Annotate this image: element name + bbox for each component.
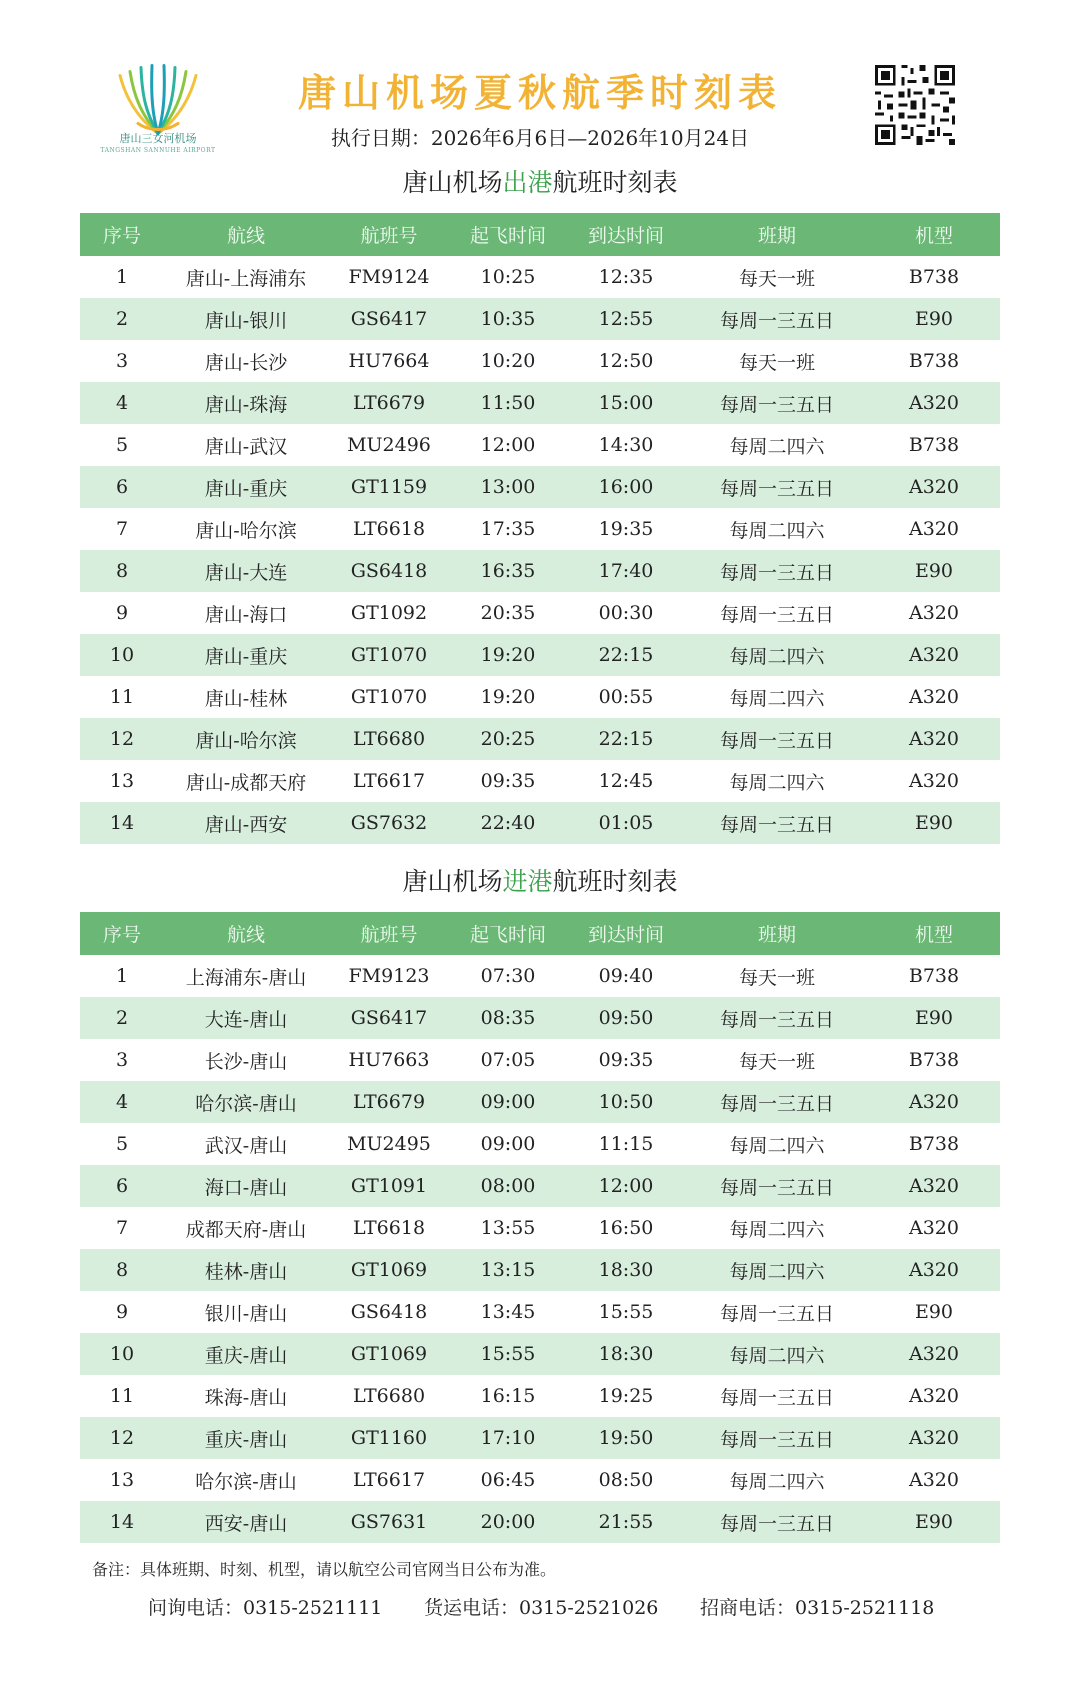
cell-aircraft: A320 bbox=[868, 1333, 1000, 1375]
cell-flight: HU7663 bbox=[348, 1049, 430, 1071]
cell-route: 唐山-银川 bbox=[164, 298, 328, 340]
cell-seq: 13 bbox=[109, 770, 135, 792]
logo-caption bbox=[96, 133, 220, 157]
col-header-seq: 序号 bbox=[80, 912, 164, 955]
cell-aircraft: E90 bbox=[868, 550, 1000, 592]
phone-business: 招商电话：0315-2521118 bbox=[700, 1597, 935, 1619]
cell-flight: GT1069 bbox=[328, 1249, 450, 1291]
cell-route: 银川-唐山 bbox=[204, 1302, 288, 1325]
col-header-departure: 起飞时间 bbox=[450, 213, 566, 256]
cell-schedule: 每周二四六 bbox=[686, 1333, 868, 1375]
cell-schedule: 每天一班 bbox=[738, 966, 815, 989]
cell-schedule: 每周一三五日 bbox=[686, 550, 868, 592]
cell-departure: 10:25 bbox=[480, 266, 536, 288]
cell-schedule: 每周二四六 bbox=[729, 1470, 825, 1493]
cell-schedule: 每周二四六 bbox=[729, 1218, 825, 1241]
cell-departure: 15:55 bbox=[450, 1333, 566, 1375]
cell-departure: 19:20 bbox=[480, 686, 536, 708]
table-row bbox=[80, 466, 1000, 508]
col-header-flight: 航班号 bbox=[328, 213, 450, 256]
cell-aircraft: A320 bbox=[909, 686, 959, 708]
cell-flight: GT1091 bbox=[328, 1165, 450, 1207]
cell-route: 唐山-重庆 bbox=[164, 466, 328, 508]
table-row bbox=[80, 1375, 1000, 1417]
table-row bbox=[80, 1459, 1000, 1501]
cell-schedule: 每周一三五日 bbox=[719, 1302, 834, 1325]
cell-aircraft: B738 bbox=[908, 434, 960, 456]
cell-arrival: 16:00 bbox=[566, 466, 686, 508]
cell-arrival: 12:45 bbox=[598, 770, 654, 792]
cell-arrival: 09:50 bbox=[566, 997, 686, 1039]
cell-departure: 20:35 bbox=[480, 602, 536, 624]
col-header-departure: 起飞时间 bbox=[450, 912, 566, 955]
table-row bbox=[80, 997, 1000, 1039]
cell-aircraft: E90 bbox=[868, 802, 1000, 844]
cell-departure: 08:35 bbox=[450, 997, 566, 1039]
cell-arrival: 09:35 bbox=[598, 1049, 654, 1071]
cell-schedule: 每周一三五日 bbox=[686, 466, 868, 508]
arrivals-body bbox=[80, 955, 1000, 1543]
cell-seq: 6 bbox=[80, 466, 164, 508]
cell-aircraft: A320 bbox=[909, 1217, 959, 1239]
cell-flight: GS7631 bbox=[328, 1501, 450, 1543]
cell-seq: 4 bbox=[80, 382, 164, 424]
departures-title-highlight: 出港 bbox=[502, 168, 553, 197]
cell-arrival: 19:35 bbox=[598, 518, 654, 540]
cell-arrival: 22:15 bbox=[566, 634, 686, 676]
cell-arrival: 01:05 bbox=[566, 802, 686, 844]
cell-aircraft: A320 bbox=[868, 718, 1000, 760]
cell-route: 上海浦东-唐山 bbox=[185, 966, 307, 989]
cell-seq: 9 bbox=[115, 1301, 129, 1323]
cell-route: 唐山-珠海 bbox=[164, 382, 328, 424]
cell-seq: 7 bbox=[115, 1217, 129, 1239]
cell-seq: 8 bbox=[80, 1249, 164, 1291]
cell-seq: 12 bbox=[80, 718, 164, 760]
cell-arrival: 12:00 bbox=[566, 1165, 686, 1207]
table-row bbox=[80, 382, 1000, 424]
table-row bbox=[80, 1291, 1000, 1333]
table-row bbox=[80, 256, 1000, 298]
cell-aircraft: A320 bbox=[868, 634, 1000, 676]
cell-departure: 20:00 bbox=[450, 1501, 566, 1543]
table-row bbox=[80, 508, 1000, 550]
cell-arrival: 18:30 bbox=[566, 1333, 686, 1375]
cell-seq: 13 bbox=[109, 1469, 135, 1491]
cell-departure: 16:15 bbox=[480, 1385, 536, 1407]
cell-arrival: 12:35 bbox=[598, 266, 654, 288]
cell-flight: HU7664 bbox=[348, 350, 430, 372]
cell-flight: MU2495 bbox=[347, 1133, 431, 1155]
cell-schedule: 每天一班 bbox=[738, 267, 815, 290]
cell-schedule: 每周二四六 bbox=[729, 435, 825, 458]
table-row bbox=[80, 634, 1000, 676]
arrivals-title-pre: 唐山机场 bbox=[402, 867, 503, 896]
cell-arrival: 22:15 bbox=[566, 718, 686, 760]
footnote: 备注：具体班期、时刻、机型，请以航空公司官网当日公布为准。 bbox=[92, 1560, 557, 1579]
cell-departure: 16:35 bbox=[450, 550, 566, 592]
arrivals-title bbox=[0, 862, 1080, 898]
col-header-arrival: 到达时间 bbox=[566, 213, 686, 256]
cell-aircraft: A320 bbox=[909, 1469, 959, 1491]
cell-route: 海口-唐山 bbox=[164, 1165, 328, 1207]
cell-arrival: 12:55 bbox=[566, 298, 686, 340]
cell-flight: GS6418 bbox=[350, 1301, 428, 1323]
cell-departure: 09:35 bbox=[480, 770, 536, 792]
cell-seq: 3 bbox=[115, 1049, 129, 1071]
cell-flight: LT6618 bbox=[352, 518, 426, 540]
table-row bbox=[80, 802, 1000, 844]
cell-route: 唐山-成都天府 bbox=[185, 771, 307, 794]
cell-schedule: 每周一三五日 bbox=[686, 1417, 868, 1459]
cell-aircraft: A320 bbox=[909, 518, 959, 540]
cell-route: 哈尔滨-唐山 bbox=[164, 1081, 328, 1123]
cell-arrival: 19:50 bbox=[566, 1417, 686, 1459]
departures-body bbox=[80, 256, 1000, 844]
cell-schedule: 每周一三五日 bbox=[686, 802, 868, 844]
effective-date: 执行日期：2026年6月6日—2026年10月24日 bbox=[330, 126, 750, 150]
cell-seq: 6 bbox=[80, 1165, 164, 1207]
table-row bbox=[80, 340, 1000, 382]
cell-schedule: 每周二四六 bbox=[729, 771, 825, 794]
phone-cargo: 货运电话：0315-2521026 bbox=[424, 1597, 659, 1619]
cell-schedule: 每周一三五日 bbox=[686, 1165, 868, 1207]
cell-arrival: 09:40 bbox=[598, 965, 654, 987]
cell-departure: 17:35 bbox=[480, 518, 536, 540]
cell-seq: 2 bbox=[80, 997, 164, 1039]
cell-route: 唐山-桂林 bbox=[204, 687, 288, 710]
cell-arrival: 00:30 bbox=[598, 602, 654, 624]
table-row bbox=[80, 1123, 1000, 1165]
cell-seq: 9 bbox=[115, 602, 129, 624]
cell-departure: 12:00 bbox=[480, 434, 536, 456]
cell-aircraft: E90 bbox=[868, 997, 1000, 1039]
col-header-schedule: 班期 bbox=[686, 912, 868, 955]
cell-aircraft: A320 bbox=[868, 466, 1000, 508]
cell-aircraft: E90 bbox=[868, 1501, 1000, 1543]
cell-aircraft: B738 bbox=[908, 350, 960, 372]
departures-title-pre: 唐山机场 bbox=[402, 168, 503, 197]
cell-route: 唐山-哈尔滨 bbox=[164, 718, 328, 760]
cell-departure: 06:45 bbox=[480, 1469, 536, 1491]
cell-departure: 13:00 bbox=[450, 466, 566, 508]
cell-aircraft: A320 bbox=[868, 1417, 1000, 1459]
cell-schedule: 每周一三五日 bbox=[686, 298, 868, 340]
table-row bbox=[80, 1039, 1000, 1081]
cell-departure: 07:05 bbox=[480, 1049, 536, 1071]
cell-departure: 11:50 bbox=[450, 382, 566, 424]
phone-inquiry: 问询电话：0315-2521111 bbox=[148, 1597, 383, 1619]
cell-seq: 5 bbox=[115, 1133, 129, 1155]
cell-aircraft: A320 bbox=[909, 1385, 959, 1407]
cell-schedule: 每天一班 bbox=[738, 351, 815, 374]
cell-seq: 4 bbox=[80, 1081, 164, 1123]
departures-table bbox=[80, 213, 1000, 844]
cell-arrival: 17:40 bbox=[566, 550, 686, 592]
cell-arrival: 19:25 bbox=[598, 1385, 654, 1407]
table-row bbox=[80, 676, 1000, 718]
departures-title bbox=[0, 163, 1080, 199]
cell-arrival: 10:50 bbox=[566, 1081, 686, 1123]
cell-flight: GS7632 bbox=[328, 802, 450, 844]
cell-route: 唐山-海口 bbox=[204, 603, 288, 626]
col-header-aircraft: 机型 bbox=[868, 213, 1000, 256]
cell-arrival: 11:15 bbox=[598, 1133, 654, 1155]
col-header-schedule: 班期 bbox=[686, 213, 868, 256]
cell-aircraft: B738 bbox=[908, 266, 960, 288]
table-row bbox=[80, 955, 1000, 997]
cell-route: 唐山-上海浦东 bbox=[185, 267, 307, 290]
cell-seq: 14 bbox=[80, 802, 164, 844]
cell-route: 唐山-哈尔滨 bbox=[195, 519, 297, 542]
cell-seq: 1 bbox=[115, 266, 129, 288]
cell-flight: GT1160 bbox=[328, 1417, 450, 1459]
cell-departure: 09:00 bbox=[450, 1081, 566, 1123]
cell-flight: LT6618 bbox=[352, 1217, 426, 1239]
cell-departure: 10:35 bbox=[450, 298, 566, 340]
cell-route: 西安-唐山 bbox=[164, 1501, 328, 1543]
cell-schedule: 每周二四六 bbox=[729, 1134, 825, 1157]
cell-seq: 2 bbox=[80, 298, 164, 340]
cell-schedule: 每天一班 bbox=[738, 1050, 815, 1073]
table-row bbox=[80, 1249, 1000, 1291]
cell-route: 重庆-唐山 bbox=[164, 1333, 328, 1375]
table-row bbox=[80, 1501, 1000, 1543]
cell-flight: FM9124 bbox=[348, 266, 430, 288]
cell-flight: FM9123 bbox=[348, 965, 430, 987]
col-header-aircraft: 机型 bbox=[868, 912, 1000, 955]
cell-aircraft: E90 bbox=[868, 298, 1000, 340]
cell-route: 唐山-武汉 bbox=[204, 435, 288, 458]
table-row bbox=[80, 1417, 1000, 1459]
cell-flight: GS6417 bbox=[328, 298, 450, 340]
cell-flight: LT6617 bbox=[352, 1469, 426, 1491]
arrivals-title-post: 航班时刻表 bbox=[552, 867, 678, 896]
cell-route: 唐山-西安 bbox=[164, 802, 328, 844]
cell-flight: GT1092 bbox=[350, 602, 428, 624]
cell-seq: 3 bbox=[115, 350, 129, 372]
cell-route: 桂林-唐山 bbox=[164, 1249, 328, 1291]
cell-schedule: 每周一三五日 bbox=[686, 997, 868, 1039]
cell-route: 哈尔滨-唐山 bbox=[195, 1470, 297, 1493]
cell-departure: 07:30 bbox=[480, 965, 536, 987]
cell-seq: 10 bbox=[80, 1333, 164, 1375]
table-row bbox=[80, 1081, 1000, 1123]
cell-schedule: 每周一三五日 bbox=[686, 382, 868, 424]
cell-seq: 10 bbox=[80, 634, 164, 676]
col-header-route: 航线 bbox=[164, 213, 328, 256]
cell-flight: GT1159 bbox=[328, 466, 450, 508]
page-title: 唐山机场夏秋航季时刻表 bbox=[297, 70, 782, 115]
cell-route: 长沙-唐山 bbox=[204, 1050, 288, 1073]
cell-departure: 17:10 bbox=[450, 1417, 566, 1459]
cell-aircraft: E90 bbox=[914, 1301, 954, 1323]
cell-schedule: 每周二四六 bbox=[729, 687, 825, 710]
cell-schedule: 每周一三五日 bbox=[686, 718, 868, 760]
cell-arrival: 00:55 bbox=[598, 686, 654, 708]
cell-seq: 11 bbox=[109, 686, 135, 708]
cell-seq: 7 bbox=[115, 518, 129, 540]
cell-departure: 13:55 bbox=[480, 1217, 536, 1239]
cell-departure: 09:00 bbox=[480, 1133, 536, 1155]
col-header-arrival: 到达时间 bbox=[566, 912, 686, 955]
cell-aircraft: A320 bbox=[909, 602, 959, 624]
cell-flight: LT6617 bbox=[352, 770, 426, 792]
cell-flight: MU2496 bbox=[347, 434, 431, 456]
page-header bbox=[0, 0, 1080, 170]
cell-flight: GS6418 bbox=[328, 550, 450, 592]
cell-flight: GT1070 bbox=[350, 686, 428, 708]
cell-route: 珠海-唐山 bbox=[204, 1386, 288, 1409]
table-row bbox=[80, 760, 1000, 802]
cell-seq: 1 bbox=[115, 965, 129, 987]
cell-aircraft: B738 bbox=[908, 1049, 960, 1071]
table-row bbox=[80, 592, 1000, 634]
cell-flight: GT1069 bbox=[328, 1333, 450, 1375]
cell-arrival: 14:30 bbox=[598, 434, 654, 456]
table-row bbox=[80, 550, 1000, 592]
cell-departure: 08:00 bbox=[450, 1165, 566, 1207]
cell-route: 唐山-大连 bbox=[164, 550, 328, 592]
cell-departure: 19:20 bbox=[450, 634, 566, 676]
cell-aircraft: A320 bbox=[868, 1249, 1000, 1291]
departures-title-post: 航班时刻表 bbox=[552, 168, 678, 197]
table-row bbox=[80, 424, 1000, 466]
cell-aircraft: B738 bbox=[908, 1133, 960, 1155]
cell-departure: 22:40 bbox=[450, 802, 566, 844]
cell-departure: 10:20 bbox=[480, 350, 536, 372]
cell-seq: 12 bbox=[80, 1417, 164, 1459]
cell-flight: LT6680 bbox=[352, 1385, 426, 1407]
cell-flight: GT1070 bbox=[328, 634, 450, 676]
cell-arrival: 16:50 bbox=[598, 1217, 654, 1239]
cell-flight: LT6679 bbox=[328, 382, 450, 424]
cell-schedule: 每周二四六 bbox=[686, 634, 868, 676]
qr-code-icon[interactable] bbox=[872, 62, 958, 148]
cell-route: 成都天府-唐山 bbox=[185, 1218, 307, 1241]
cell-arrival: 12:50 bbox=[598, 350, 654, 372]
cell-flight: GS6417 bbox=[328, 997, 450, 1039]
table-row bbox=[80, 298, 1000, 340]
cell-schedule: 每周一三五日 bbox=[719, 1386, 834, 1409]
cell-aircraft: A320 bbox=[868, 1165, 1000, 1207]
col-header-seq: 序号 bbox=[80, 213, 164, 256]
col-header-flight: 航班号 bbox=[328, 912, 450, 955]
cell-route: 大连-唐山 bbox=[164, 997, 328, 1039]
table-row bbox=[80, 1333, 1000, 1375]
cell-aircraft: A320 bbox=[909, 770, 959, 792]
cell-departure: 13:15 bbox=[450, 1249, 566, 1291]
table-row bbox=[80, 1165, 1000, 1207]
cell-schedule: 每周一三五日 bbox=[686, 1081, 868, 1123]
cell-aircraft: B738 bbox=[908, 965, 960, 987]
cell-schedule: 每周一三五日 bbox=[719, 603, 834, 626]
cell-flight: LT6680 bbox=[328, 718, 450, 760]
cell-arrival: 15:55 bbox=[598, 1301, 654, 1323]
cell-aircraft: A320 bbox=[868, 382, 1000, 424]
cell-arrival: 18:30 bbox=[566, 1249, 686, 1291]
arrivals-title-highlight: 进港 bbox=[502, 867, 553, 896]
cell-route: 唐山-长沙 bbox=[204, 351, 288, 374]
cell-seq: 11 bbox=[109, 1385, 135, 1407]
cell-route: 武汉-唐山 bbox=[204, 1134, 288, 1157]
departures-header-row bbox=[80, 213, 1000, 256]
cell-route: 重庆-唐山 bbox=[164, 1417, 328, 1459]
cell-departure: 13:45 bbox=[480, 1301, 536, 1323]
cell-seq: 8 bbox=[80, 550, 164, 592]
arrivals-table bbox=[80, 912, 1000, 1543]
cell-arrival: 15:00 bbox=[566, 382, 686, 424]
col-header-route: 航线 bbox=[164, 912, 328, 955]
cell-departure: 20:25 bbox=[450, 718, 566, 760]
cell-schedule: 每周二四六 bbox=[729, 519, 825, 542]
logo-name: 唐山三女河机场 bbox=[119, 132, 197, 145]
table-row bbox=[80, 718, 1000, 760]
cell-seq: 14 bbox=[80, 1501, 164, 1543]
cell-seq: 5 bbox=[115, 434, 129, 456]
cell-arrival: 21:55 bbox=[566, 1501, 686, 1543]
cell-schedule: 每周二四六 bbox=[686, 1249, 868, 1291]
cell-schedule: 每周一三五日 bbox=[686, 1501, 868, 1543]
cell-flight: LT6679 bbox=[328, 1081, 450, 1123]
table-row bbox=[80, 1207, 1000, 1249]
cell-aircraft: A320 bbox=[868, 1081, 1000, 1123]
logo-subname: TANGSHAN SANNUHE AIRPORT bbox=[100, 147, 216, 154]
cell-arrival: 08:50 bbox=[598, 1469, 654, 1491]
arrivals-header-row bbox=[80, 912, 1000, 955]
cell-route: 唐山-重庆 bbox=[164, 634, 328, 676]
